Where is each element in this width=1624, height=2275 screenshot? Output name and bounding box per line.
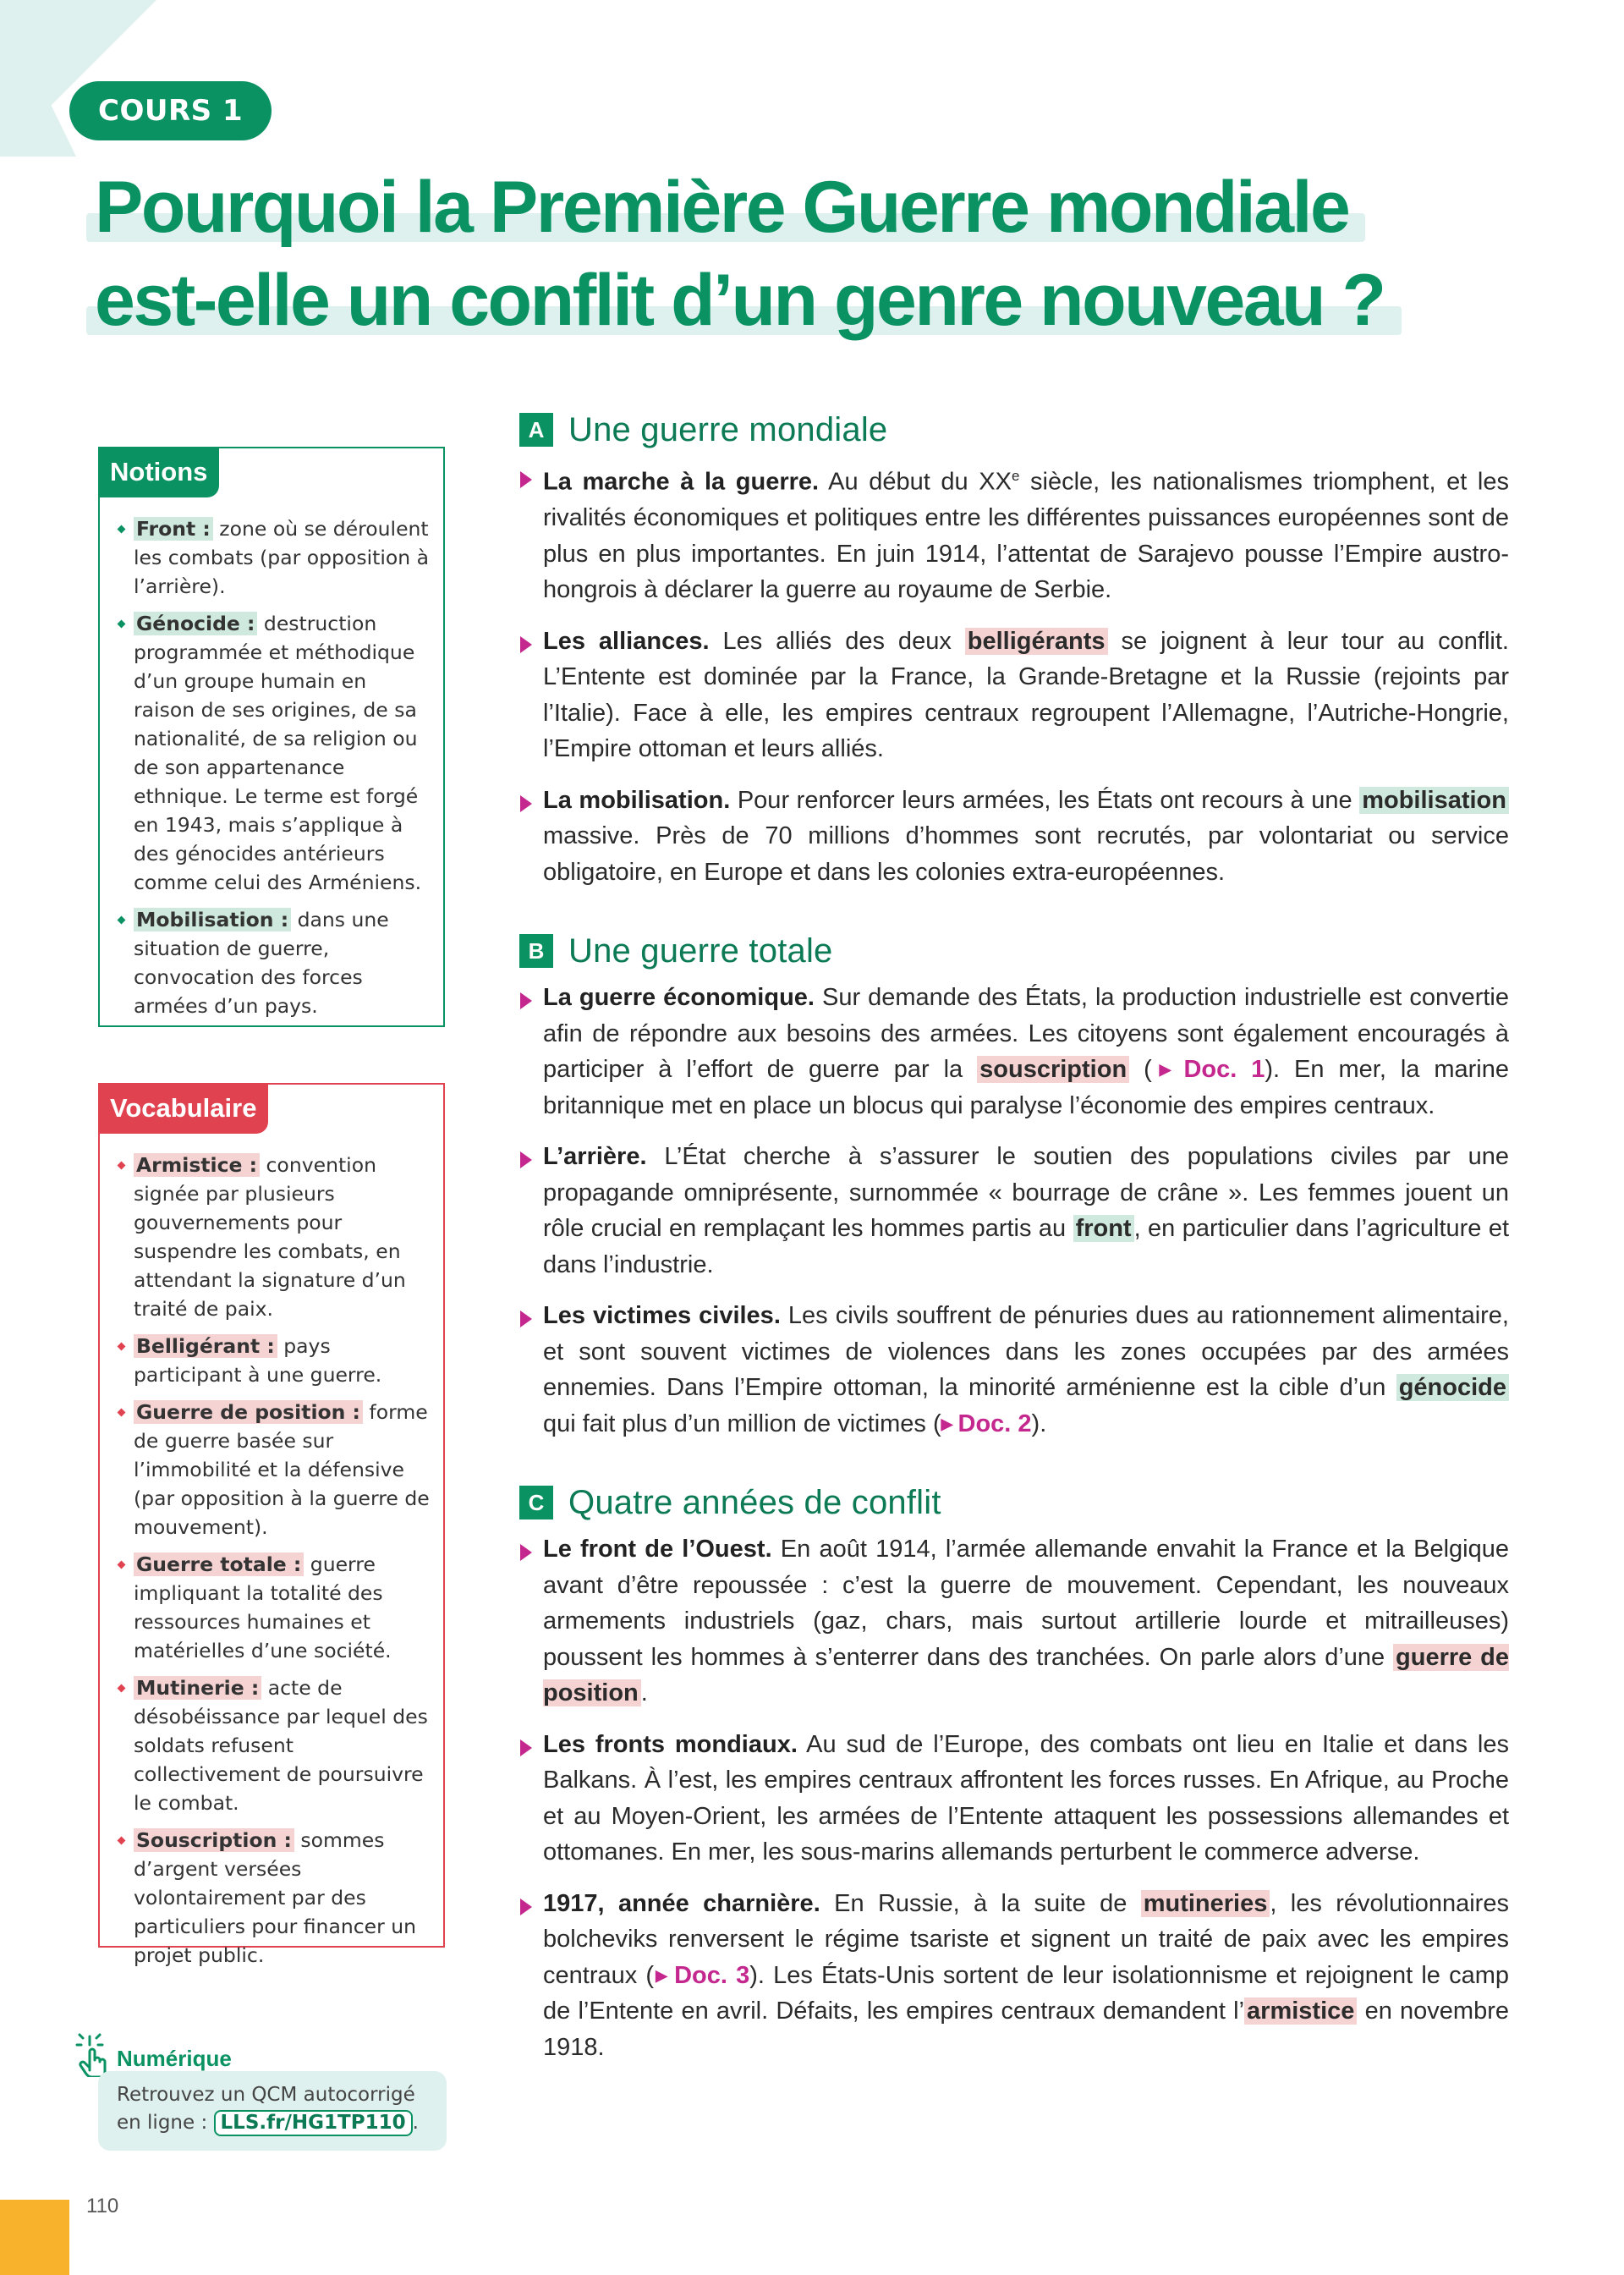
text: , les révolutionnaires bolcheviks renversent le régime tsariste et signent un traité de paix avec les empires centraux ( [543, 1889, 1509, 1989]
notion-item [117, 905, 431, 1020]
numerique-header [73, 2026, 232, 2077]
vocab-term: Souscription : [134, 1828, 294, 1852]
paragraph [518, 1886, 1509, 2066]
vocab-item [117, 1332, 431, 1389]
text: en novembre 1918. [543, 1997, 1509, 2061]
vocab-highlight: mutineries [1141, 1890, 1270, 1917]
notion-highlight: front [1073, 1215, 1134, 1242]
section-header [518, 1479, 1509, 1526]
doc-reference[interactable]: ▶ Doc. 1 [1152, 1056, 1265, 1083]
text: . [640, 1679, 648, 1707]
paragraph [518, 459, 1509, 608]
text: ). En mer, la marine britannique met en place un blocus qui paralyse l’économie des empires centraux. [543, 1056, 1510, 1119]
section-header [518, 406, 1509, 453]
text: Les alliés des deux [709, 627, 965, 655]
numerique-title: Numérique [117, 2046, 232, 2071]
text: ( [1129, 1056, 1152, 1084]
paragraph [518, 783, 1509, 891]
vocab-term: Belligérant : [134, 1334, 277, 1358]
title-line-1: Pourquoi la Première Guerre mondiale [95, 161, 1348, 254]
vocab-def: forme de guerre basée sur l’immobilité et la défensive (par opposition à la guerre de mouvement). [134, 1400, 430, 1539]
vocab-item [117, 1398, 431, 1541]
notion-term: Génocide : [134, 612, 257, 635]
vocab-highlight: guerre de position [543, 1643, 1509, 1707]
vocab-def: acte de désobéissance par lequel des soldats refusent collectivement de poursuivre le combat. [134, 1676, 428, 1815]
paragraph [518, 980, 1509, 1124]
section-c [518, 1479, 1509, 2065]
paragraph [518, 624, 1509, 767]
superscript: e [1011, 468, 1020, 484]
text: Les civils souffrent de pénuries dues au rationnement alimentaire, et sont souvent victimes de violences dans les zones occupées par des armées ennemies. Dans l’Empire ottoman, la minorité arménienne est la cible d’un [543, 1302, 1509, 1402]
paragraph-lead: 1917, année charnière. [543, 1889, 820, 1917]
notion-highlight: mobilisation [1359, 787, 1509, 814]
numerique-text-end: . [412, 2112, 419, 2134]
touch-hand-icon [73, 2026, 113, 2077]
vocab-def: guerre impliquant la totalité des ressources humaines et matérielles d’une société. [134, 1552, 392, 1662]
vocab-item [117, 1826, 431, 1970]
notions-list [117, 514, 431, 1029]
paragraph-lead: Le front de l’Ouest. [543, 1536, 772, 1563]
text: En Russie, à la suite de [820, 1889, 1141, 1917]
notion-item [117, 609, 431, 897]
text: Pour renforcer leurs armées, les États ont recours à une [730, 786, 1360, 814]
vocab-term: Guerre totale : [134, 1552, 304, 1576]
paragraph-lead: L’arrière. [543, 1143, 647, 1171]
vocab-item [117, 1673, 431, 1817]
text: Sur demande des États, la production industrielle est convertie afin de répondre aux besoins des armées. Les citoyens sont également encouragés à participer à l’effort de guerre par la [543, 984, 1510, 1084]
section-b [518, 927, 1509, 1442]
text: se joignent à leur tour au conflit. L’Entente est dominée par la France, la Grande-Bretagne et la Russie (rejoints par l’Italie). Face à elle, les empires centraux regroupent l’Allemagne, l’Autriche-Hongrie, l’Empire ottoman et leurs alliés. [543, 627, 1509, 763]
section-letter: C [519, 1486, 553, 1519]
vocab-highlight: souscription [977, 1056, 1129, 1083]
vocab-item [117, 1151, 431, 1323]
section-letter: B [519, 934, 553, 968]
paragraph-lead: Les fronts mondiaux. [543, 1730, 798, 1758]
text: ). Les États-Unis sortent de leur isolationnisme et rejoignent le camp de l’Entente en avril. Défaits, les empires centraux demandent l’ [543, 1961, 1509, 2025]
paragraph-lead: La guerre économique. [543, 984, 815, 1012]
text: ). [1031, 1410, 1047, 1437]
vocab-def: sommes d’argent versées volontairement par des particuliers pour financer un projet public. [134, 1828, 417, 1967]
text: qui fait plus d’un million de victimes ( [543, 1410, 941, 1437]
vocab-item [117, 1550, 431, 1665]
section-title: Une guerre mondiale [568, 410, 888, 448]
corner-decoration-2 [0, 0, 76, 157]
vocabulary-label: Vocabulaire [98, 1083, 268, 1134]
vocab-term: Armistice : [134, 1153, 260, 1177]
doc-reference[interactable]: ▶ Doc. 3 [654, 1962, 749, 1989]
paragraph-lead: Les victimes civiles. [543, 1302, 781, 1330]
paragraph [518, 1727, 1509, 1871]
section-header [518, 927, 1509, 975]
notion-term: Front : [134, 517, 213, 541]
paragraph [518, 1298, 1509, 1442]
cours-badge: COURS 1 [69, 81, 272, 140]
vocabulary-box [98, 1083, 445, 1967]
text: massive. Près de 70 millions d’hommes sont recrutés, par volontariat ou service obligatoire, en Europe et dans les colonies extra-européennes. [543, 822, 1509, 886]
section-a [518, 406, 1509, 890]
vocabulary-list [117, 1151, 431, 1978]
section-letter: A [519, 413, 553, 447]
vocab-term: Guerre de position : [134, 1400, 363, 1424]
text: En août 1914, l’armée allemande envahit la France et la Belgique avant d’être repoussée : c’est la guerre de mouvement. Cependant, les nouveaux armements industriels (gaz, chars, mais surtout artillerie lourde et mitrailleuses) poussent les hommes à s’enterrer dans des tranchées. On parle alors d’une [543, 1536, 1509, 1671]
notion-def: zone où se déroulent les combats (par opposition à l’arrière). [134, 517, 430, 598]
text: , en particulier dans l’agriculture et dans l’industrie. [543, 1215, 1509, 1278]
main-content [518, 406, 1509, 2102]
notion-highlight: génocide [1396, 1374, 1509, 1401]
vocab-term: Mutinerie : [134, 1676, 261, 1700]
paragraph [518, 1531, 1509, 1712]
paragraph-lead: La mobilisation. [543, 786, 731, 814]
paragraph-lead: La marche à la guerre. [543, 468, 820, 496]
paragraph-lead: Les alliances. [543, 627, 710, 655]
page-corner-tab [0, 2200, 69, 2275]
vocab-def: pays participant à une guerre. [134, 1334, 382, 1387]
qcm-link[interactable]: LLS.fr/HG1TP110 [214, 2110, 413, 2136]
vocab-highlight: armistice [1244, 1997, 1357, 2025]
notion-item [117, 514, 431, 601]
numerique-box [98, 2071, 447, 2151]
notion-term: Mobilisation : [134, 908, 291, 931]
notions-box [98, 447, 445, 1027]
section-title: Une guerre totale [568, 931, 833, 970]
notion-def: destruction programmée et méthodique d’un groupe humain en raison de ses origines, de sa nationalité, de sa religion ou de son appartenance ethnique. Le terme est forgé en 1943, mais s’applique à des génocides antérieurs comme celui des Arméniens. [134, 612, 422, 894]
vocab-def: convention signée par plusieurs gouvernements pour suspendre les combats, en attendant la signature d’un traité de paix. [134, 1153, 406, 1321]
paragraph [518, 1139, 1509, 1283]
vocab-highlight: belligérants [965, 628, 1108, 655]
text: Au début du XX [819, 468, 1012, 496]
text: L’État cherche à s’assurer le soutien des populations civiles par une propagande omniprésente, surnommée « bourrage de crâne ». Les femmes jouent un rôle crucial en remplaçant les hommes partis au [543, 1143, 1509, 1243]
title-line-2: est-elle un conflit d’un genre nouveau ? [95, 254, 1385, 347]
numerique-text: Retrouvez un QCM autocorrigé en ligne : [117, 2084, 415, 2134]
notions-label: Notions [98, 447, 219, 497]
section-title: Quatre années de conflit [568, 1483, 941, 1521]
text: Au sud de l’Europe, des combats ont lieu en Italie et dans les Balkans. À l’est, les empires centraux affrontent les forces russes. En Afrique, au Proche et au Moyen-Orient, les armées de l’Entente attaquent les possessions allemandes et ottomanes. En mer, les sous-marins allemands perturbent le commerce adverse. [543, 1730, 1509, 1866]
notion-def: dans une situation de guerre, convocation des forces armées d’un pays. [134, 908, 389, 1018]
page-number: 110 [86, 2195, 119, 2217]
page-title [95, 161, 1385, 347]
text: siècle, les nationalismes triomphent, et les rivalités économiques et politiques entre les différentes puissances européennes sont de plus en plus importantes. En juin 1914, l’attentat de Sarajevo pousse l’Empire austro-hongrois à déclarer la guerre au royaume de Serbie. [543, 468, 1509, 604]
doc-reference[interactable]: ▶ Doc. 2 [941, 1410, 1032, 1437]
